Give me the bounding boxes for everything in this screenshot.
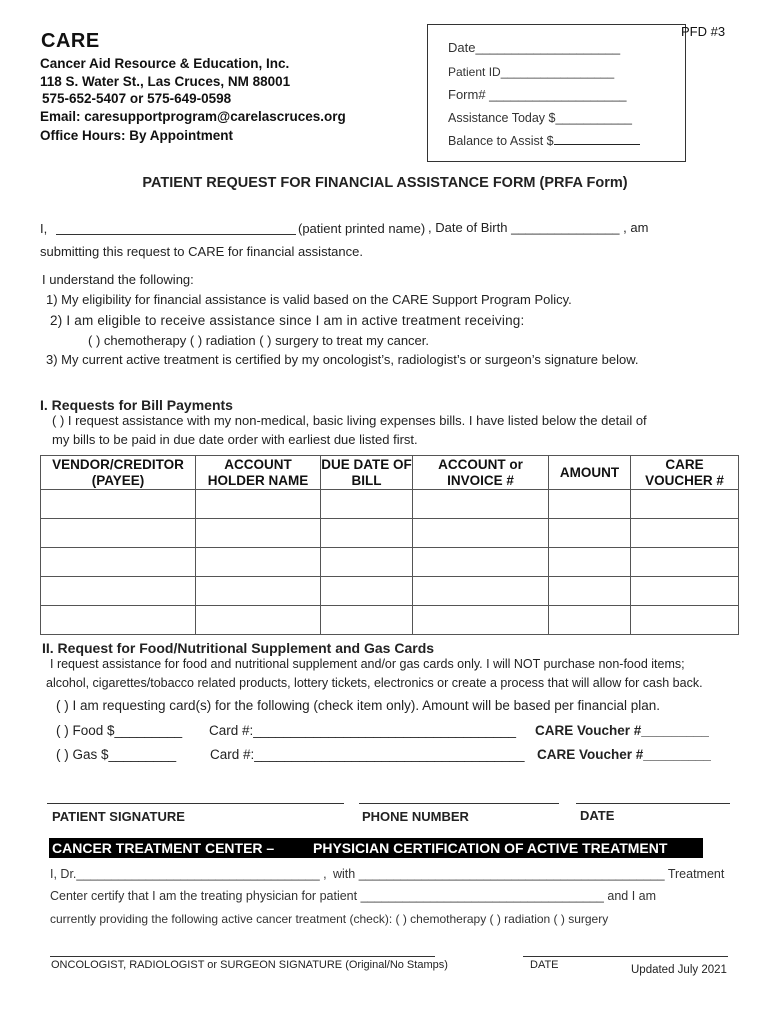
treatment-center-field[interactable]: with ____________________________________________ Treatment <box>333 867 725 881</box>
table-row <box>41 548 739 577</box>
banner-right: PHYSICIAN CERTIFICATION OF ACTIVE TREATMENT <box>313 840 668 856</box>
table-cell[interactable] <box>549 519 631 548</box>
certify-patient-field[interactable]: Center certify that I am the treating physician for patient ___________________________________ and I am <box>50 889 656 903</box>
intro-line2: submitting this request to CARE for financial assistance. <box>40 244 363 259</box>
org-phones: 575-652-5407 or 575-649-0598 <box>42 91 232 106</box>
gas-amount-field[interactable]: ( ) Gas $_________ <box>56 747 177 762</box>
patient-signature-line[interactable] <box>47 803 344 804</box>
table-cell[interactable] <box>631 577 739 606</box>
office-date-field[interactable]: Date____________________ <box>448 40 621 55</box>
gas-voucher-field[interactable]: CARE Voucher #_________ <box>537 747 711 762</box>
understand-item-2: 2) I am eligible to receive assistance since I am in active treatment receiving: <box>50 313 525 328</box>
col-due-date: DUE DATE OF BILL <box>321 456 412 488</box>
table-header-row <box>41 456 739 490</box>
table-cell[interactable] <box>631 606 739 635</box>
patient-name-label: (patient printed name) <box>298 221 426 236</box>
table-cell[interactable] <box>413 577 549 606</box>
gas-card-field[interactable]: Card #:____________________________________ <box>210 747 525 762</box>
bill-request-checkbox[interactable]: ( ) I request assistance with my non-medical, basic living expenses bills. I have listed below the detail of <box>52 413 647 428</box>
table-cell[interactable] <box>196 519 321 548</box>
active-treatment-checkboxes[interactable]: currently providing the following active cancer treatment (check): ( ) chemotherapy ( ) radiation ( ) surgery <box>50 912 609 926</box>
col-vendor-creditor: VENDOR/CREDITOR (PAYEE) <box>41 456 196 490</box>
patient-signature-label: PATIENT SIGNATURE <box>52 809 185 824</box>
phone-number-line[interactable] <box>359 803 559 804</box>
date-of-birth-field[interactable]: , Date of Birth _______________ , am <box>428 220 649 235</box>
table-cell[interactable] <box>549 577 631 606</box>
table-cell[interactable] <box>41 606 196 635</box>
date-line[interactable] <box>576 803 730 804</box>
table-row <box>41 519 739 548</box>
table-cell[interactable] <box>41 577 196 606</box>
table-cell[interactable] <box>321 548 413 577</box>
col-account-invoice: ACCOUNT or INVOICE # <box>413 456 549 490</box>
pfd-label: PFD #3 <box>681 24 726 39</box>
food-card-field[interactable]: Card #:___________________________________ <box>209 723 517 738</box>
table-cell[interactable] <box>41 548 196 577</box>
table-cell[interactable] <box>321 519 413 548</box>
form-title: PATIENT REQUEST FOR FINANCIAL ASSISTANCE FORM (PRFA Form) <box>142 175 628 191</box>
table-cell[interactable] <box>41 519 196 548</box>
org-full-name: Cancer Aid Resource & Education, Inc. <box>40 56 290 71</box>
org-email: Email: caresupportprogram@carelascruces.org <box>40 109 346 124</box>
table-cell[interactable] <box>631 548 739 577</box>
intro-i: I, <box>40 221 48 236</box>
physician-signature-label: ONCOLOGIST, RADIOLOGIST or SURGEON SIGNATURE (Original/No Stamps) <box>51 959 448 971</box>
table-cell[interactable] <box>196 577 321 606</box>
col-care-voucher: CARE VOUCHER # <box>631 456 739 490</box>
treatment-checkboxes[interactable]: ( ) chemotherapy ( ) radiation ( ) surgery to treat my cancer. <box>88 333 430 348</box>
office-balance-label: Balance to Assist $ <box>448 134 554 148</box>
understand-item-3: 3) My current active treatment is certified by my oncologist’s, radiologist’s or surgeon’s signature below. <box>46 352 639 367</box>
phone-number-label: PHONE NUMBER <box>362 809 469 824</box>
patient-name-field[interactable] <box>56 234 296 235</box>
table-row <box>41 577 739 606</box>
understand-item-1: 1) My eligibility for financial assistance is valid based on the CARE Support Program Policy. <box>46 292 572 307</box>
section-2-line1: I request assistance for food and nutritional supplement and/or gas cards only. I will NOT purchase non-food items; <box>50 657 685 671</box>
food-amount-field[interactable]: ( ) Food $_________ <box>56 723 183 738</box>
col-amount: AMOUNT <box>549 456 631 490</box>
table-cell[interactable] <box>321 490 413 519</box>
table-cell[interactable] <box>549 548 631 577</box>
table-cell[interactable] <box>196 490 321 519</box>
org-name: CARE <box>41 30 100 52</box>
updated-date: Updated July 2021 <box>631 964 727 976</box>
office-use-box <box>427 24 686 162</box>
table-cell[interactable] <box>549 606 631 635</box>
table-cell[interactable] <box>631 519 739 548</box>
understand-heading: I understand the following: <box>42 272 194 287</box>
table-cell[interactable] <box>321 606 413 635</box>
table-cell[interactable] <box>631 490 739 519</box>
office-patient-id-field[interactable]: Patient ID_________________ <box>448 65 615 79</box>
org-address: 118 S. Water St., Las Cruces, NM 88001 <box>40 74 291 89</box>
table-cell[interactable] <box>196 606 321 635</box>
date-label: DATE <box>580 808 615 823</box>
card-request-checkbox[interactable]: ( ) I am requesting card(s) for the following (check item only). Amount will be based per financial plan. <box>56 698 661 713</box>
physician-signature-line[interactable] <box>50 956 435 957</box>
office-form-number-field[interactable]: Form# ___________________ <box>448 87 627 102</box>
section-1-heading: I. Requests for Bill Payments <box>40 397 233 413</box>
physician-name-field[interactable]: I, Dr.___________________________________ , <box>50 867 327 881</box>
table-cell[interactable] <box>413 519 549 548</box>
section-2-line2: alcohol, cigarettes/tobacco related products, lottery tickets, electronics or create a process that will allow for cash back. <box>46 676 703 690</box>
physician-date-line[interactable] <box>523 956 728 957</box>
physician-certification-banner <box>49 838 703 858</box>
col-account-holder: ACCOUNT HOLDER NAME <box>196 456 321 490</box>
food-voucher-field[interactable]: CARE Voucher #_________ <box>535 723 709 738</box>
bill-payments-table <box>40 455 739 635</box>
section-1-line2: my bills to be paid in due date order with earliest due listed first. <box>52 432 418 447</box>
org-hours: Office Hours: By Appointment <box>40 128 234 143</box>
table-cell[interactable] <box>321 577 413 606</box>
table-cell[interactable] <box>413 606 549 635</box>
table-cell[interactable] <box>413 548 549 577</box>
office-balance-field[interactable] <box>448 133 640 148</box>
table-cell[interactable] <box>549 490 631 519</box>
table-cell[interactable] <box>196 548 321 577</box>
office-assistance-today-field[interactable]: Assistance Today $___________ <box>448 111 632 125</box>
table-cell[interactable] <box>413 490 549 519</box>
table-cell[interactable] <box>41 490 196 519</box>
table-row <box>41 490 739 519</box>
table-row <box>41 606 739 635</box>
section-2-heading: II. Request for Food/Nutritional Supplement and Gas Cards <box>42 640 435 656</box>
physician-date-label: DATE <box>530 959 559 971</box>
banner-left: CANCER TREATMENT CENTER – <box>52 840 275 856</box>
